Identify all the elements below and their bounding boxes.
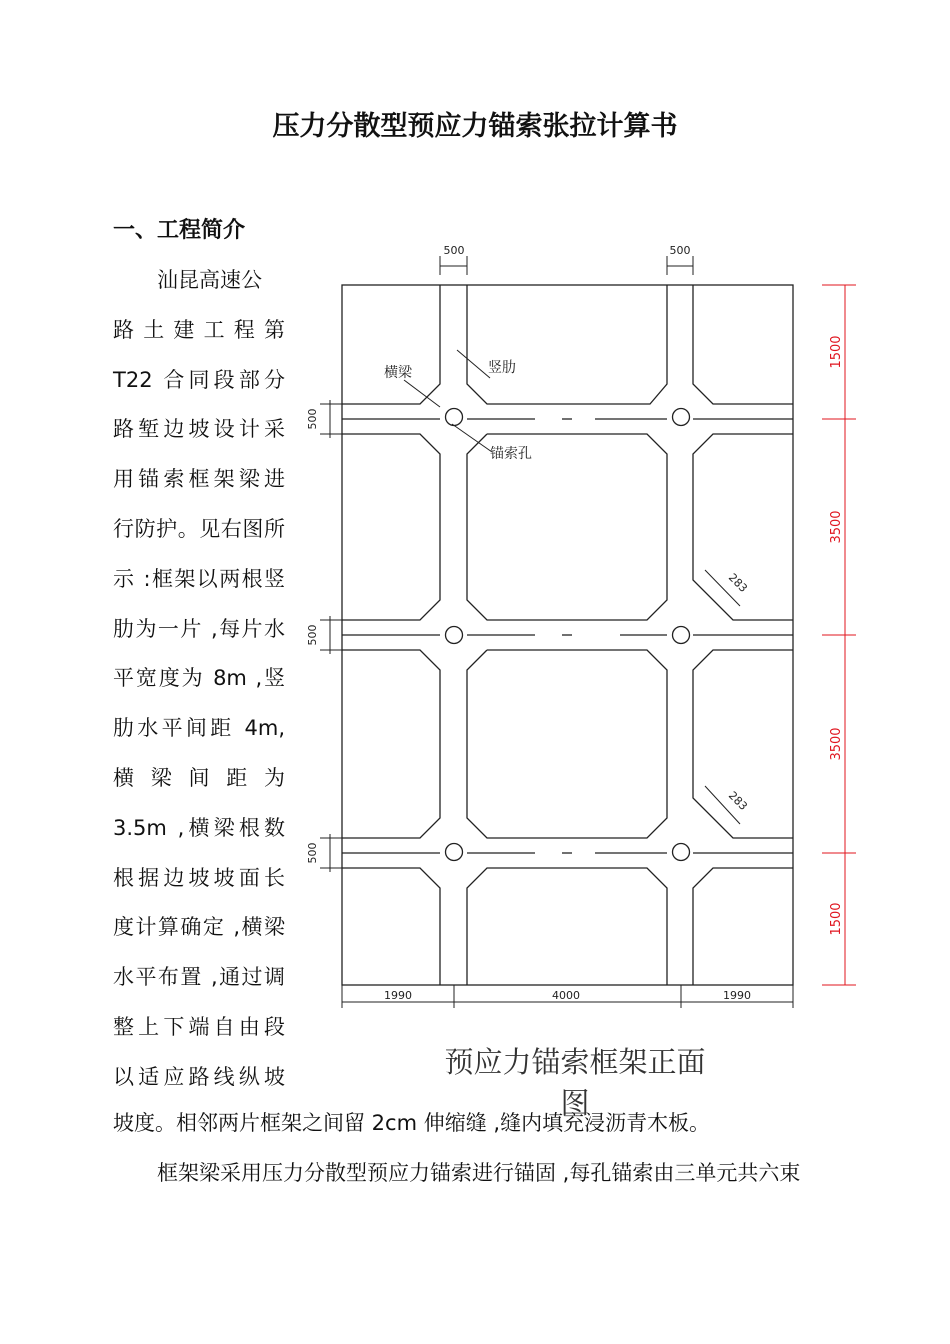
text-line: 用锚索框架梁进 — [113, 467, 285, 492]
dim-beam-2: 500 — [306, 624, 319, 646]
chamfer-dimensions — [705, 570, 740, 824]
dim-top-left: 500 — [443, 244, 465, 257]
intro-paragraph — [113, 260, 285, 1107]
text-line: 肋为一片 ,每片水 — [113, 616, 285, 641]
text-line: 根据边坡坡面长 — [113, 865, 285, 890]
frame-outline — [342, 285, 793, 985]
text-line-full: 框架梁采用压力分散型预应力锚索进行锚固 ,每孔锚索由三单元共六束 — [157, 1161, 801, 1185]
anchor-hole-icon — [446, 844, 463, 861]
text-line: 整上下端自由段 — [113, 1014, 285, 1039]
text-line: 肋水平间距 4m, — [113, 716, 285, 741]
text-line: 行防护。见右图所 — [113, 516, 285, 541]
dim-top-right: 500 — [669, 244, 691, 257]
text-line: 横 梁 间 距 为 — [113, 765, 285, 790]
dim-right-3: 3500 — [829, 727, 844, 761]
anchor-hole-icon — [673, 409, 690, 426]
dim-right-4: 1500 — [829, 902, 844, 936]
dim-chamfer-2: 283 — [725, 788, 750, 813]
anchor-hole-icon — [673, 844, 690, 861]
dim-beam-3: 500 — [306, 842, 319, 864]
text-line: 水平布置 ,通过调 — [113, 965, 285, 990]
text-line: 示 :框架以两根竖 — [113, 566, 285, 591]
text-line: 汕昆高速公 — [157, 268, 262, 292]
section-heading: 一、工程简介 — [113, 218, 246, 243]
anchor-hole-icon — [446, 409, 463, 426]
label-anchor-hole: 锚索孔 — [490, 446, 532, 462]
document-title: 压力分散型预应力锚索张拉计算书 — [272, 111, 678, 142]
label-crossbeam: 横梁 — [384, 365, 412, 381]
text-line: 3.5m ,横梁根数 — [113, 815, 285, 840]
top-dimensions — [440, 256, 693, 275]
dim-bottom-right: 1990 — [723, 989, 751, 1002]
left-dimensions — [320, 400, 342, 872]
text-line: 路土建工程第 — [113, 317, 285, 342]
label-rib: 竖肋 — [488, 360, 516, 376]
figure-caption: 预应力锚索框架正面图 — [444, 1045, 706, 1120]
dim-chamfer-1: 283 — [725, 570, 750, 595]
text-line: 路堑边坡设计采 — [113, 417, 285, 442]
text-line: 平宽度为 8m ,竖 — [113, 666, 285, 691]
dim-bottom-mid: 4000 — [552, 989, 580, 1002]
dim-right-1: 1500 — [829, 335, 844, 369]
dim-beam-1: 500 — [306, 408, 319, 430]
label-leaders — [404, 350, 492, 452]
text-line: T22 合同段部分 — [113, 367, 285, 392]
anchor-hole-icon — [673, 627, 690, 644]
text-line: 度计算确定 ,横梁 — [113, 915, 285, 940]
dim-right-2: 3500 — [829, 510, 844, 544]
anchor-hole-icon — [446, 627, 463, 644]
text-line-full: 坡度。相邻两片框架之间留 2cm 伸缩缝 ,缝内填充浸沥青木板。 — [113, 1111, 711, 1135]
right-dimensions — [822, 285, 856, 985]
dim-bottom-left: 1990 — [384, 989, 412, 1002]
text-line: 以适应路线纵坡 — [113, 1064, 285, 1089]
frame-front-view-drawing — [300, 238, 900, 1018]
